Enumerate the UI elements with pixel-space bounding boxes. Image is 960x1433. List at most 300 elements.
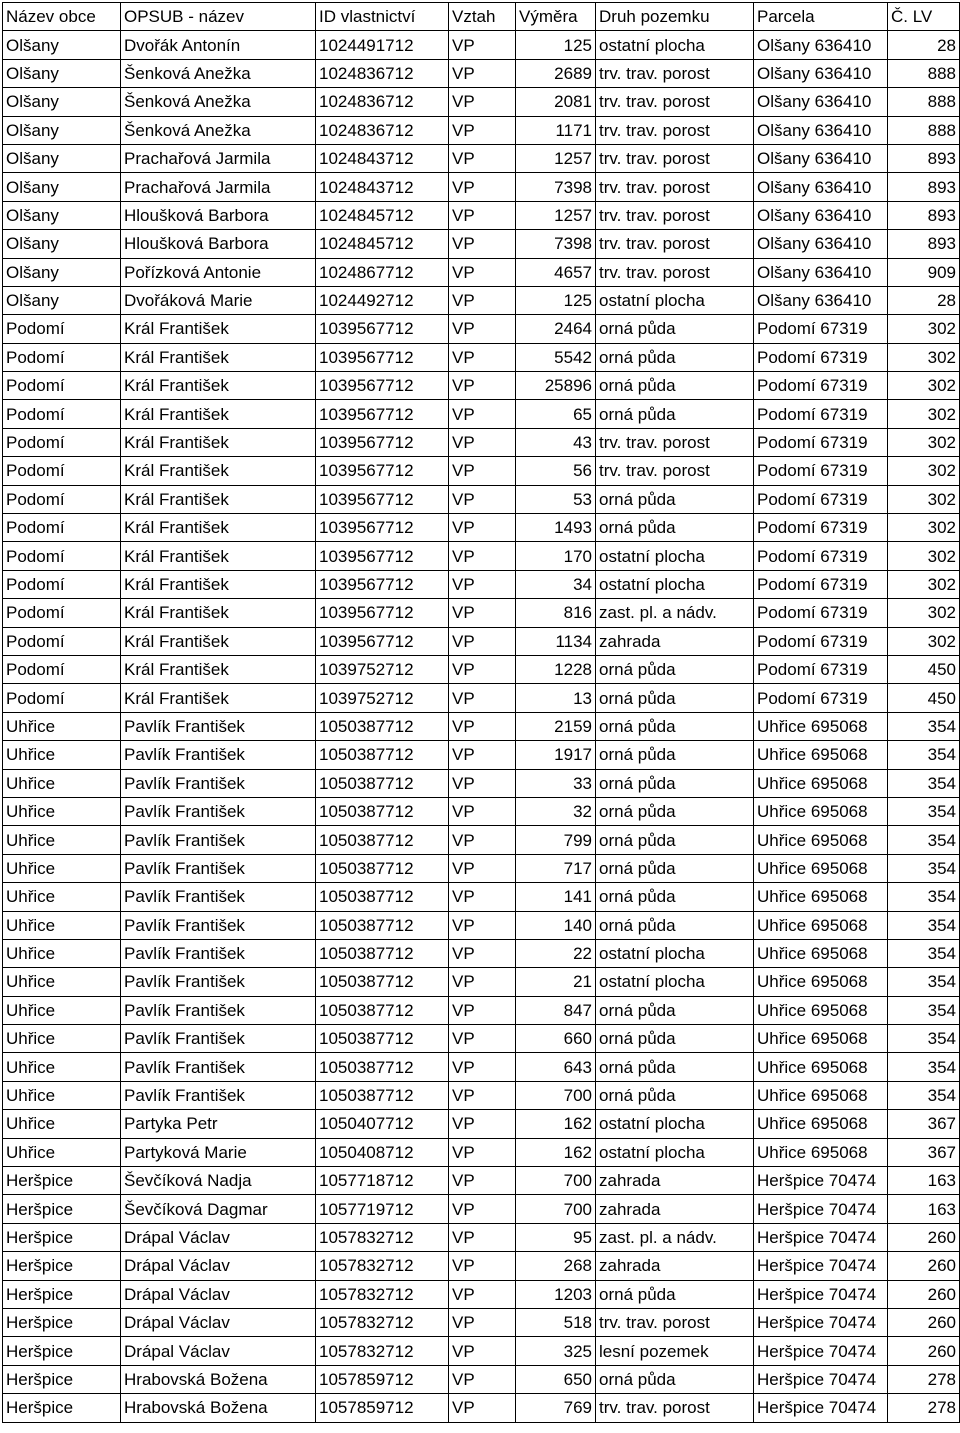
- parcel-cell: Olšany 636410: [754, 230, 888, 258]
- table-row: [3, 712, 960, 740]
- header-row: [3, 3, 960, 31]
- owner-name-cell: Hloušková Barbora: [121, 230, 316, 258]
- municipality-cell: Podomí: [3, 514, 121, 542]
- lv-number-cell: 893: [888, 144, 960, 172]
- lv-number-cell: 354: [888, 996, 960, 1024]
- land-type-cell: orná půda: [596, 996, 754, 1024]
- ownership-id-cell: 1039567712: [316, 400, 449, 428]
- municipality-cell: Heršpice: [3, 1195, 121, 1223]
- ownership-id-cell: 1039567712: [316, 485, 449, 513]
- relation-cell: VP: [449, 372, 516, 400]
- lv-number-cell: 354: [888, 968, 960, 996]
- area-cell: 32: [516, 797, 596, 825]
- owner-name-cell: Partyka Petr: [121, 1110, 316, 1138]
- table-row: [3, 88, 960, 116]
- area-cell: 140: [516, 911, 596, 939]
- ownership-id-cell: 1024491712: [316, 31, 449, 59]
- table-row: [3, 343, 960, 371]
- ownership-id-cell: 1039567712: [316, 542, 449, 570]
- owner-name-cell: Šenková Anežka: [121, 116, 316, 144]
- land-type-cell: trv. trav. porost: [596, 59, 754, 87]
- owner-name-cell: Král František: [121, 485, 316, 513]
- ownership-id-cell: 1039567712: [316, 570, 449, 598]
- land-type-cell: orná půda: [596, 1280, 754, 1308]
- municipality-cell: Olšany: [3, 286, 121, 314]
- lv-number-cell: 354: [888, 911, 960, 939]
- lv-number-cell: 260: [888, 1280, 960, 1308]
- owner-name-cell: Král František: [121, 684, 316, 712]
- municipality-cell: Olšany: [3, 116, 121, 144]
- ownership-id-cell: 1050387712: [316, 1025, 449, 1053]
- land-type-cell: orná půda: [596, 769, 754, 797]
- lv-number-cell: 302: [888, 542, 960, 570]
- area-cell: 162: [516, 1138, 596, 1166]
- land-type-cell: zahrada: [596, 1195, 754, 1223]
- area-cell: 141: [516, 883, 596, 911]
- lv-number-cell: 354: [888, 712, 960, 740]
- ownership-id-cell: 1039567712: [316, 372, 449, 400]
- land-type-cell: orná půda: [596, 911, 754, 939]
- area-cell: 1257: [516, 201, 596, 229]
- relation-cell: VP: [449, 116, 516, 144]
- relation-cell: VP: [449, 514, 516, 542]
- table-row: [3, 1308, 960, 1336]
- ownership-id-cell: 1057832712: [316, 1252, 449, 1280]
- land-type-cell: orná půda: [596, 1081, 754, 1109]
- municipality-cell: Uhřice: [3, 911, 121, 939]
- municipality-cell: Podomí: [3, 655, 121, 683]
- lv-number-cell: 302: [888, 570, 960, 598]
- relation-cell: VP: [449, 655, 516, 683]
- table-row: [3, 542, 960, 570]
- lv-number-cell: 354: [888, 883, 960, 911]
- lv-number-cell: 354: [888, 1081, 960, 1109]
- lv-number-cell: 302: [888, 428, 960, 456]
- owner-name-cell: Pavlík František: [121, 883, 316, 911]
- parcel-cell: Podomí 67319: [754, 570, 888, 598]
- area-cell: 33: [516, 769, 596, 797]
- owner-name-cell: Šenková Anežka: [121, 59, 316, 87]
- relation-cell: VP: [449, 939, 516, 967]
- table-row: [3, 1223, 960, 1251]
- parcel-cell: Heršpice 70474: [754, 1167, 888, 1195]
- land-type-cell: trv. trav. porost: [596, 258, 754, 286]
- relation-cell: VP: [449, 1138, 516, 1166]
- ownership-id-cell: 1057832712: [316, 1337, 449, 1365]
- relation-cell: VP: [449, 684, 516, 712]
- owner-name-cell: Král František: [121, 428, 316, 456]
- table-row: [3, 741, 960, 769]
- land-type-cell: orná půda: [596, 883, 754, 911]
- area-cell: 650: [516, 1365, 596, 1393]
- parcel-cell: Olšany 636410: [754, 173, 888, 201]
- header-cell: Č. LV: [888, 3, 960, 31]
- owner-name-cell: Pavlík František: [121, 1081, 316, 1109]
- owner-name-cell: Pavlík František: [121, 1053, 316, 1081]
- land-type-cell: ostatní plocha: [596, 1110, 754, 1138]
- parcel-cell: Podomí 67319: [754, 485, 888, 513]
- table-row: [3, 372, 960, 400]
- municipality-cell: Podomí: [3, 542, 121, 570]
- municipality-cell: Heršpice: [3, 1365, 121, 1393]
- parcel-cell: Podomí 67319: [754, 372, 888, 400]
- area-cell: 1228: [516, 655, 596, 683]
- relation-cell: VP: [449, 712, 516, 740]
- parcel-cell: Podomí 67319: [754, 315, 888, 343]
- area-cell: 34: [516, 570, 596, 598]
- header-cell: Název obce: [3, 3, 121, 31]
- area-cell: 13: [516, 684, 596, 712]
- owner-name-cell: Král František: [121, 542, 316, 570]
- owner-name-cell: Prachařová Jarmila: [121, 173, 316, 201]
- land-type-cell: ostatní plocha: [596, 1138, 754, 1166]
- land-type-cell: trv. trav. porost: [596, 173, 754, 201]
- table-row: [3, 514, 960, 542]
- parcel-cell: Podomí 67319: [754, 514, 888, 542]
- ownership-id-cell: 1050387712: [316, 1053, 449, 1081]
- lv-number-cell: 909: [888, 258, 960, 286]
- land-type-cell: ostatní plocha: [596, 542, 754, 570]
- land-type-cell: orná půda: [596, 854, 754, 882]
- ownership-id-cell: 1050387712: [316, 769, 449, 797]
- area-cell: 518: [516, 1308, 596, 1336]
- lv-number-cell: 163: [888, 1167, 960, 1195]
- area-cell: 769: [516, 1394, 596, 1422]
- area-cell: 65: [516, 400, 596, 428]
- ownership-id-cell: 1024845712: [316, 201, 449, 229]
- area-cell: 5542: [516, 343, 596, 371]
- owner-name-cell: Král František: [121, 457, 316, 485]
- area-cell: 268: [516, 1252, 596, 1280]
- area-cell: 717: [516, 854, 596, 882]
- parcel-cell: Uhřice 695068: [754, 1081, 888, 1109]
- municipality-cell: Heršpice: [3, 1337, 121, 1365]
- parcel-cell: Uhřice 695068: [754, 769, 888, 797]
- table-row: [3, 627, 960, 655]
- lv-number-cell: 888: [888, 59, 960, 87]
- area-cell: 700: [516, 1195, 596, 1223]
- lv-number-cell: 278: [888, 1394, 960, 1422]
- parcel-cell: Heršpice 70474: [754, 1365, 888, 1393]
- area-cell: 1493: [516, 514, 596, 542]
- owner-name-cell: Hloušková Barbora: [121, 201, 316, 229]
- table-row: [3, 400, 960, 428]
- relation-cell: VP: [449, 201, 516, 229]
- owner-name-cell: Pavlík František: [121, 854, 316, 882]
- table-body: [3, 31, 960, 1422]
- area-cell: 7398: [516, 173, 596, 201]
- area-cell: 1134: [516, 627, 596, 655]
- ownership-id-cell: 1024836712: [316, 59, 449, 87]
- owner-name-cell: Pavlík František: [121, 1025, 316, 1053]
- relation-cell: VP: [449, 996, 516, 1024]
- area-cell: 700: [516, 1167, 596, 1195]
- table-row: [3, 1025, 960, 1053]
- area-cell: 170: [516, 542, 596, 570]
- table-row: [3, 939, 960, 967]
- lv-number-cell: 260: [888, 1308, 960, 1336]
- relation-cell: VP: [449, 542, 516, 570]
- ownership-id-cell: 1039567712: [316, 343, 449, 371]
- ownership-id-cell: 1050408712: [316, 1138, 449, 1166]
- relation-cell: VP: [449, 144, 516, 172]
- table-row: [3, 769, 960, 797]
- municipality-cell: Uhřice: [3, 1081, 121, 1109]
- table-row: [3, 1337, 960, 1365]
- land-type-cell: zahrada: [596, 1167, 754, 1195]
- header-cell: ID vlastnictví: [316, 3, 449, 31]
- parcel-cell: Uhřice 695068: [754, 854, 888, 882]
- ownership-id-cell: 1050387712: [316, 911, 449, 939]
- land-type-cell: orná půda: [596, 315, 754, 343]
- municipality-cell: Heršpice: [3, 1223, 121, 1251]
- relation-cell: VP: [449, 1308, 516, 1336]
- owner-name-cell: Hrabovská Božena: [121, 1365, 316, 1393]
- area-cell: 2159: [516, 712, 596, 740]
- owner-name-cell: Dvořáková Marie: [121, 286, 316, 314]
- land-type-cell: orná půda: [596, 1365, 754, 1393]
- area-cell: 700: [516, 1081, 596, 1109]
- municipality-cell: Uhřice: [3, 797, 121, 825]
- land-type-cell: trv. trav. porost: [596, 230, 754, 258]
- relation-cell: VP: [449, 400, 516, 428]
- municipality-cell: Podomí: [3, 457, 121, 485]
- municipality-cell: Uhřice: [3, 769, 121, 797]
- table-row: [3, 883, 960, 911]
- land-type-cell: trv. trav. porost: [596, 201, 754, 229]
- owner-name-cell: Král František: [121, 599, 316, 627]
- lv-number-cell: 302: [888, 315, 960, 343]
- table-row: [3, 854, 960, 882]
- relation-cell: VP: [449, 1195, 516, 1223]
- header-cell: Vztah: [449, 3, 516, 31]
- parcel-cell: Uhřice 695068: [754, 883, 888, 911]
- municipality-cell: Olšany: [3, 144, 121, 172]
- lv-number-cell: 260: [888, 1223, 960, 1251]
- header-cell: Druh pozemku: [596, 3, 754, 31]
- relation-cell: VP: [449, 1053, 516, 1081]
- table-row: [3, 996, 960, 1024]
- lv-number-cell: 354: [888, 1025, 960, 1053]
- land-type-cell: orná půda: [596, 684, 754, 712]
- owner-name-cell: Pavlík František: [121, 911, 316, 939]
- table-row: [3, 116, 960, 144]
- lv-number-cell: 302: [888, 485, 960, 513]
- ownership-id-cell: 1039567712: [316, 428, 449, 456]
- owner-name-cell: Král František: [121, 315, 316, 343]
- owner-name-cell: Drápal Václav: [121, 1252, 316, 1280]
- relation-cell: VP: [449, 230, 516, 258]
- table-row: [3, 1053, 960, 1081]
- owner-name-cell: Drápal Václav: [121, 1308, 316, 1336]
- parcel-cell: Uhřice 695068: [754, 911, 888, 939]
- parcel-cell: Uhřice 695068: [754, 1053, 888, 1081]
- area-cell: 4657: [516, 258, 596, 286]
- relation-cell: VP: [449, 258, 516, 286]
- ownership-id-cell: 1057832712: [316, 1223, 449, 1251]
- lv-number-cell: 354: [888, 826, 960, 854]
- land-type-cell: trv. trav. porost: [596, 1394, 754, 1422]
- land-type-cell: trv. trav. porost: [596, 428, 754, 456]
- area-cell: 162: [516, 1110, 596, 1138]
- owner-name-cell: Pořízková Antonie: [121, 258, 316, 286]
- parcel-cell: Heršpice 70474: [754, 1337, 888, 1365]
- relation-cell: VP: [449, 1025, 516, 1053]
- relation-cell: VP: [449, 1337, 516, 1365]
- lv-number-cell: 888: [888, 88, 960, 116]
- municipality-cell: Uhřice: [3, 939, 121, 967]
- owner-name-cell: Pavlík František: [121, 968, 316, 996]
- table-row: [3, 826, 960, 854]
- relation-cell: VP: [449, 883, 516, 911]
- area-cell: 1203: [516, 1280, 596, 1308]
- lv-number-cell: 893: [888, 201, 960, 229]
- table-row: [3, 797, 960, 825]
- municipality-cell: Heršpice: [3, 1167, 121, 1195]
- table-row: [3, 911, 960, 939]
- parcel-cell: Uhřice 695068: [754, 939, 888, 967]
- area-cell: 125: [516, 286, 596, 314]
- municipality-cell: Podomí: [3, 343, 121, 371]
- land-type-cell: ostatní plocha: [596, 286, 754, 314]
- owner-name-cell: Pavlík František: [121, 996, 316, 1024]
- relation-cell: VP: [449, 911, 516, 939]
- relation-cell: VP: [449, 173, 516, 201]
- table-row: [3, 1394, 960, 1422]
- header-cell: Výměra: [516, 3, 596, 31]
- relation-cell: VP: [449, 1280, 516, 1308]
- table-row: [3, 968, 960, 996]
- ownership-id-cell: 1024843712: [316, 144, 449, 172]
- lv-number-cell: 28: [888, 31, 960, 59]
- table-row: [3, 315, 960, 343]
- ownership-id-cell: 1024843712: [316, 173, 449, 201]
- table-row: [3, 428, 960, 456]
- owner-name-cell: Drápal Václav: [121, 1337, 316, 1365]
- area-cell: 1917: [516, 741, 596, 769]
- parcel-cell: Uhřice 695068: [754, 826, 888, 854]
- municipality-cell: Olšany: [3, 230, 121, 258]
- municipality-cell: Olšany: [3, 201, 121, 229]
- parcel-cell: Podomí 67319: [754, 627, 888, 655]
- land-type-cell: trv. trav. porost: [596, 88, 754, 116]
- table-row: [3, 1280, 960, 1308]
- municipality-cell: Olšany: [3, 59, 121, 87]
- lv-number-cell: 28: [888, 286, 960, 314]
- ownership-id-cell: 1024492712: [316, 286, 449, 314]
- municipality-cell: Uhřice: [3, 1025, 121, 1053]
- relation-cell: VP: [449, 826, 516, 854]
- table-row: [3, 59, 960, 87]
- table-row: [3, 201, 960, 229]
- parcel-cell: Olšany 636410: [754, 144, 888, 172]
- owner-name-cell: Drápal Václav: [121, 1223, 316, 1251]
- lv-number-cell: 354: [888, 1053, 960, 1081]
- parcel-cell: Podomí 67319: [754, 655, 888, 683]
- header-cell: OPSUB - název: [121, 3, 316, 31]
- parcel-cell: Heršpice 70474: [754, 1195, 888, 1223]
- owner-name-cell: Král František: [121, 627, 316, 655]
- municipality-cell: Podomí: [3, 428, 121, 456]
- land-type-cell: trv. trav. porost: [596, 144, 754, 172]
- ownership-id-cell: 1057859712: [316, 1365, 449, 1393]
- table-row: [3, 173, 960, 201]
- municipality-cell: Podomí: [3, 627, 121, 655]
- ownership-id-cell: 1057832712: [316, 1280, 449, 1308]
- parcel-cell: Heršpice 70474: [754, 1252, 888, 1280]
- parcel-cell: Uhřice 695068: [754, 741, 888, 769]
- relation-cell: VP: [449, 741, 516, 769]
- land-type-cell: zahrada: [596, 627, 754, 655]
- relation-cell: VP: [449, 1167, 516, 1195]
- owner-name-cell: Pavlík František: [121, 769, 316, 797]
- municipality-cell: Uhřice: [3, 741, 121, 769]
- land-type-cell: orná půda: [596, 372, 754, 400]
- municipality-cell: Olšany: [3, 88, 121, 116]
- relation-cell: VP: [449, 1110, 516, 1138]
- municipality-cell: Podomí: [3, 684, 121, 712]
- land-type-cell: orná půda: [596, 655, 754, 683]
- land-type-cell: ostatní plocha: [596, 570, 754, 598]
- ownership-id-cell: 1057859712: [316, 1394, 449, 1422]
- ownership-id-cell: 1050387712: [316, 741, 449, 769]
- ownership-id-cell: 1039567712: [316, 627, 449, 655]
- owner-name-cell: Pavlík František: [121, 826, 316, 854]
- relation-cell: VP: [449, 485, 516, 513]
- lv-number-cell: 450: [888, 684, 960, 712]
- ownership-id-cell: 1024867712: [316, 258, 449, 286]
- relation-cell: VP: [449, 797, 516, 825]
- owner-name-cell: Pavlík František: [121, 797, 316, 825]
- lv-number-cell: 302: [888, 457, 960, 485]
- land-type-cell: orná půda: [596, 1053, 754, 1081]
- ownership-id-cell: 1050387712: [316, 797, 449, 825]
- land-type-cell: orná půda: [596, 797, 754, 825]
- ownership-id-cell: 1024845712: [316, 230, 449, 258]
- ownership-id-cell: 1050407712: [316, 1110, 449, 1138]
- area-cell: 125: [516, 31, 596, 59]
- area-cell: 43: [516, 428, 596, 456]
- lv-number-cell: 450: [888, 655, 960, 683]
- owner-name-cell: Pavlík František: [121, 741, 316, 769]
- parcel-cell: Podomí 67319: [754, 428, 888, 456]
- municipality-cell: Olšany: [3, 31, 121, 59]
- parcel-cell: Olšany 636410: [754, 116, 888, 144]
- parcel-cell: Heršpice 70474: [754, 1280, 888, 1308]
- owner-name-cell: Pavlík František: [121, 939, 316, 967]
- municipality-cell: Heršpice: [3, 1394, 121, 1422]
- owner-name-cell: Šenková Anežka: [121, 88, 316, 116]
- land-type-cell: lesní pozemek: [596, 1337, 754, 1365]
- parcel-cell: Podomí 67319: [754, 400, 888, 428]
- lv-number-cell: 367: [888, 1138, 960, 1166]
- municipality-cell: Uhřice: [3, 826, 121, 854]
- lv-number-cell: 367: [888, 1110, 960, 1138]
- lv-number-cell: 260: [888, 1337, 960, 1365]
- municipality-cell: Uhřice: [3, 1110, 121, 1138]
- owner-name-cell: Hrabovská Božena: [121, 1394, 316, 1422]
- header-cell: Parcela: [754, 3, 888, 31]
- relation-cell: VP: [449, 599, 516, 627]
- area-cell: 53: [516, 485, 596, 513]
- ownership-id-cell: 1024836712: [316, 88, 449, 116]
- relation-cell: VP: [449, 457, 516, 485]
- municipality-cell: Heršpice: [3, 1308, 121, 1336]
- area-cell: 2081: [516, 88, 596, 116]
- parcel-cell: Podomí 67319: [754, 457, 888, 485]
- owner-name-cell: Král František: [121, 343, 316, 371]
- parcel-cell: Uhřice 695068: [754, 1138, 888, 1166]
